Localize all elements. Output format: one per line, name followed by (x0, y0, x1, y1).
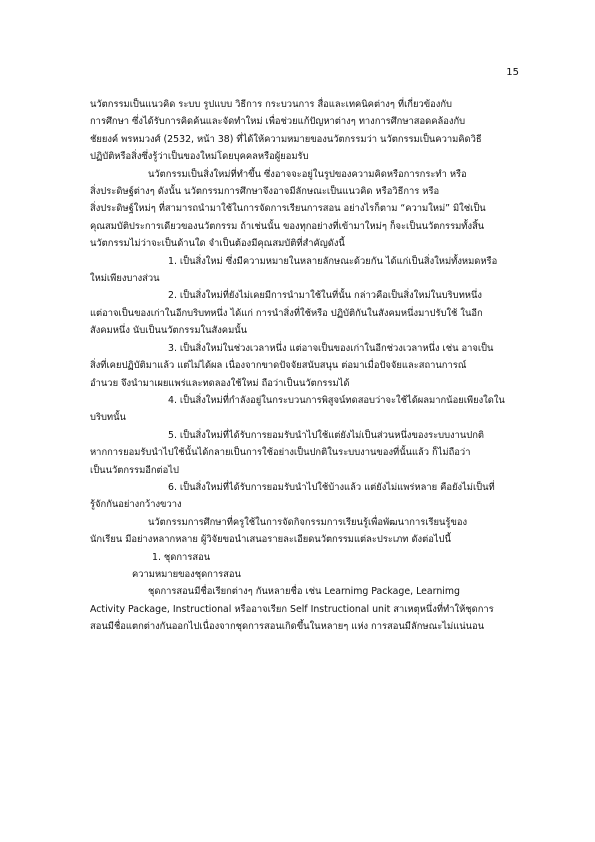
body-line: เป็นนวัตกรรมอีกต่อไป (90, 464, 179, 476)
list-item-2: 2. เป็นสิ่งใหม่ที่ยังไม่เคยมีการนำมาใช้ในที่นั้น กล่าวคือเป็นสิ่งใหม่ในบริบทหนึ่ง (168, 290, 482, 302)
body-line: Activity Package, Instructional หรืออาจเรียก Self Instructional unit สาเหตุหนึ่งที่ทำให้ชุดการ (90, 603, 494, 615)
body-line: สังคมหนึ่ง นับเป็นนวัตกรรมในสังคมนั้น (90, 325, 248, 337)
body-line: นวัตกรรมการศึกษาที่ครูใช้ในการจัดกิจกรรมการเรียนรู้เพื่อพัฒนาการเรียนรู้ของ (148, 516, 468, 528)
body-line: สิ่งประดิษฐ์ต่างๆ ดังนั้น นวัตกรรมการศึกษาจึงอาจมีลักษณะเป็นแนวคิด หรือวิธีการ หรือ (90, 186, 440, 198)
body-line: ใหม่เพียงบางส่วน (90, 273, 160, 285)
body-line: การศึกษา ซึ่งได้รับการคิดค้นและจัดทำใหม่ เพื่อช่วยแก้ปัญหาต่างๆ ทางการศึกษาสอดคล้องกับ (90, 116, 466, 128)
list-item-3: 3. เป็นสิ่งใหม่ในช่วงเวลาหนึ่ง แต่อาจเป็นของเก่าในอีกช่วงเวลาหนึ่ง เช่น อาจเป็น (168, 342, 494, 354)
list-item-6: 6. เป็นสิ่งใหม่ที่ได้รับการยอมรับนำไปใช้บ้างแล้ว แต่ยังไม่แพร่หลาย คือยังไม่เป็นที่ (168, 481, 495, 493)
body-line: ชัยยงค์ พรหมวงศ์ (2532, หน้า 38) ที่ได้ให้ความหมายของนวัตกรรมว่า นวัตกรรมเป็นความคิดวิธี (90, 133, 482, 145)
section-heading: 1. ชุดการสอน (152, 551, 211, 563)
body-line: คุณสมบัติประการเดียวของนวัตกรรม ถ้าเช่นนั้น ของทุกอย่างที่เข้ามาใหม่ๆ ก็จะเป็นนวัตกรรมทั้งสิ้น (90, 220, 485, 232)
body-line: นวัตกรรมไม่ว่าจะเป็นด้านใด จำเป็นต้องมีคุณสมบัติที่สำคัญดังนี้ (90, 238, 345, 250)
body-line: อำนวย จึงนำมาเผยแพร่และทดลองใช้ใหม่ ถือว่าเป็นนวัตกรรมได้ (90, 377, 350, 389)
body-line: สอนมีชื่อแตกต่างกันออกไปเนื่องจากชุดการสอนเกิดขึ้นในหลายๆ แห่ง การสอนมีลักษณะไม่แน่นอน (90, 621, 485, 633)
body-line: ปฏิบัติหรือสิ่งซึ่งรู้ว่าเป็นของใหม่โดยบุคคลหรือผู้ยอมรับ (90, 151, 309, 163)
body-line: หากการยอมรับนำไปใช้นั้นได้กลายเป็นการใช้อย่างเป็นปกติในระบบงานของที่นั้นแล้ว ก็ไม่ถือว่า (90, 447, 471, 459)
list-item-4: 4. เป็นสิ่งใหม่ที่กำลังอยู่ในกระบวนการพิสูจน์ทดสอบว่าจะใช้ได้ผลมากน้อยเพียงใดใน (168, 394, 505, 406)
body-line: รู้จักกันอย่างกว้างขวาง (90, 499, 182, 511)
body-line: นวัตกรรมเป็นสิ่งใหม่ที่ทำขึ้น ซึ่งอาจจะอยู่ในรูปของความคิดหรือการกระทำ หรือ (148, 168, 467, 180)
list-item-1: 1. เป็นสิ่งใหม่ ซึ่งมีความหมายในหลายลักษณะด้วยกัน ได้แก่เป็นสิ่งใหม่ทั้งหมดหรือ (168, 255, 498, 267)
body-line: บริบทนั้น (90, 412, 126, 424)
body-line: ชุดการสอนมีชื่อเรียกต่างๆ กันหลายชื่อ เช่น Learnimg Package, Learnimg (148, 586, 460, 598)
page-number: 15 (506, 67, 519, 78)
document-body (90, 96, 518, 636)
body-line: สิ่งประดิษฐ์ใหม่ๆ ที่สามารถนำมาใช้ในการจัดการเรียนการสอน อย่างไรก็ตาม “ความใหม่” มิใช่เป็น (90, 203, 486, 215)
list-item-5: 5. เป็นสิ่งใหม่ที่ได้รับการยอมรับนำไปใช้แต่ยังไม่เป็นส่วนหนึ่งของระบบงานปกติ (168, 429, 485, 441)
body-line: นวัตกรรมเป็นแนวคิด ระบบ รูปแบบ วิธีการ กระบวนการ สื่อและเทคนิคต่างๆ ที่เกี่ยวข้องกับ (90, 99, 452, 110)
subsection-heading: ความหมายของชุดการสอน (132, 568, 241, 580)
body-line: นักเรียน มีอย่างหลากหลาย ผู้วิจัยขอนำเสนอรายละเอียดนวัตกรรมแต่ละประเภท ดังต่อไปนี้ (90, 534, 451, 546)
body-line: แต่อาจเป็นของเก่าในอีกบริบทหนึ่ง ได้แก่ การนำสิ่งที่ใช้หรือ ปฏิบัติกันในสังคมหนึ่งมาปรับใช้ ในอีก (90, 307, 483, 319)
body-line: สิ่งที่เคยปฏิบัติมาแล้ว แต่ไม่ได้ผล เนื่องจากขาดปัจจัยสนับสนุน ต่อมาเมื่อปัจจัยและสถานการณ์ (90, 360, 467, 372)
